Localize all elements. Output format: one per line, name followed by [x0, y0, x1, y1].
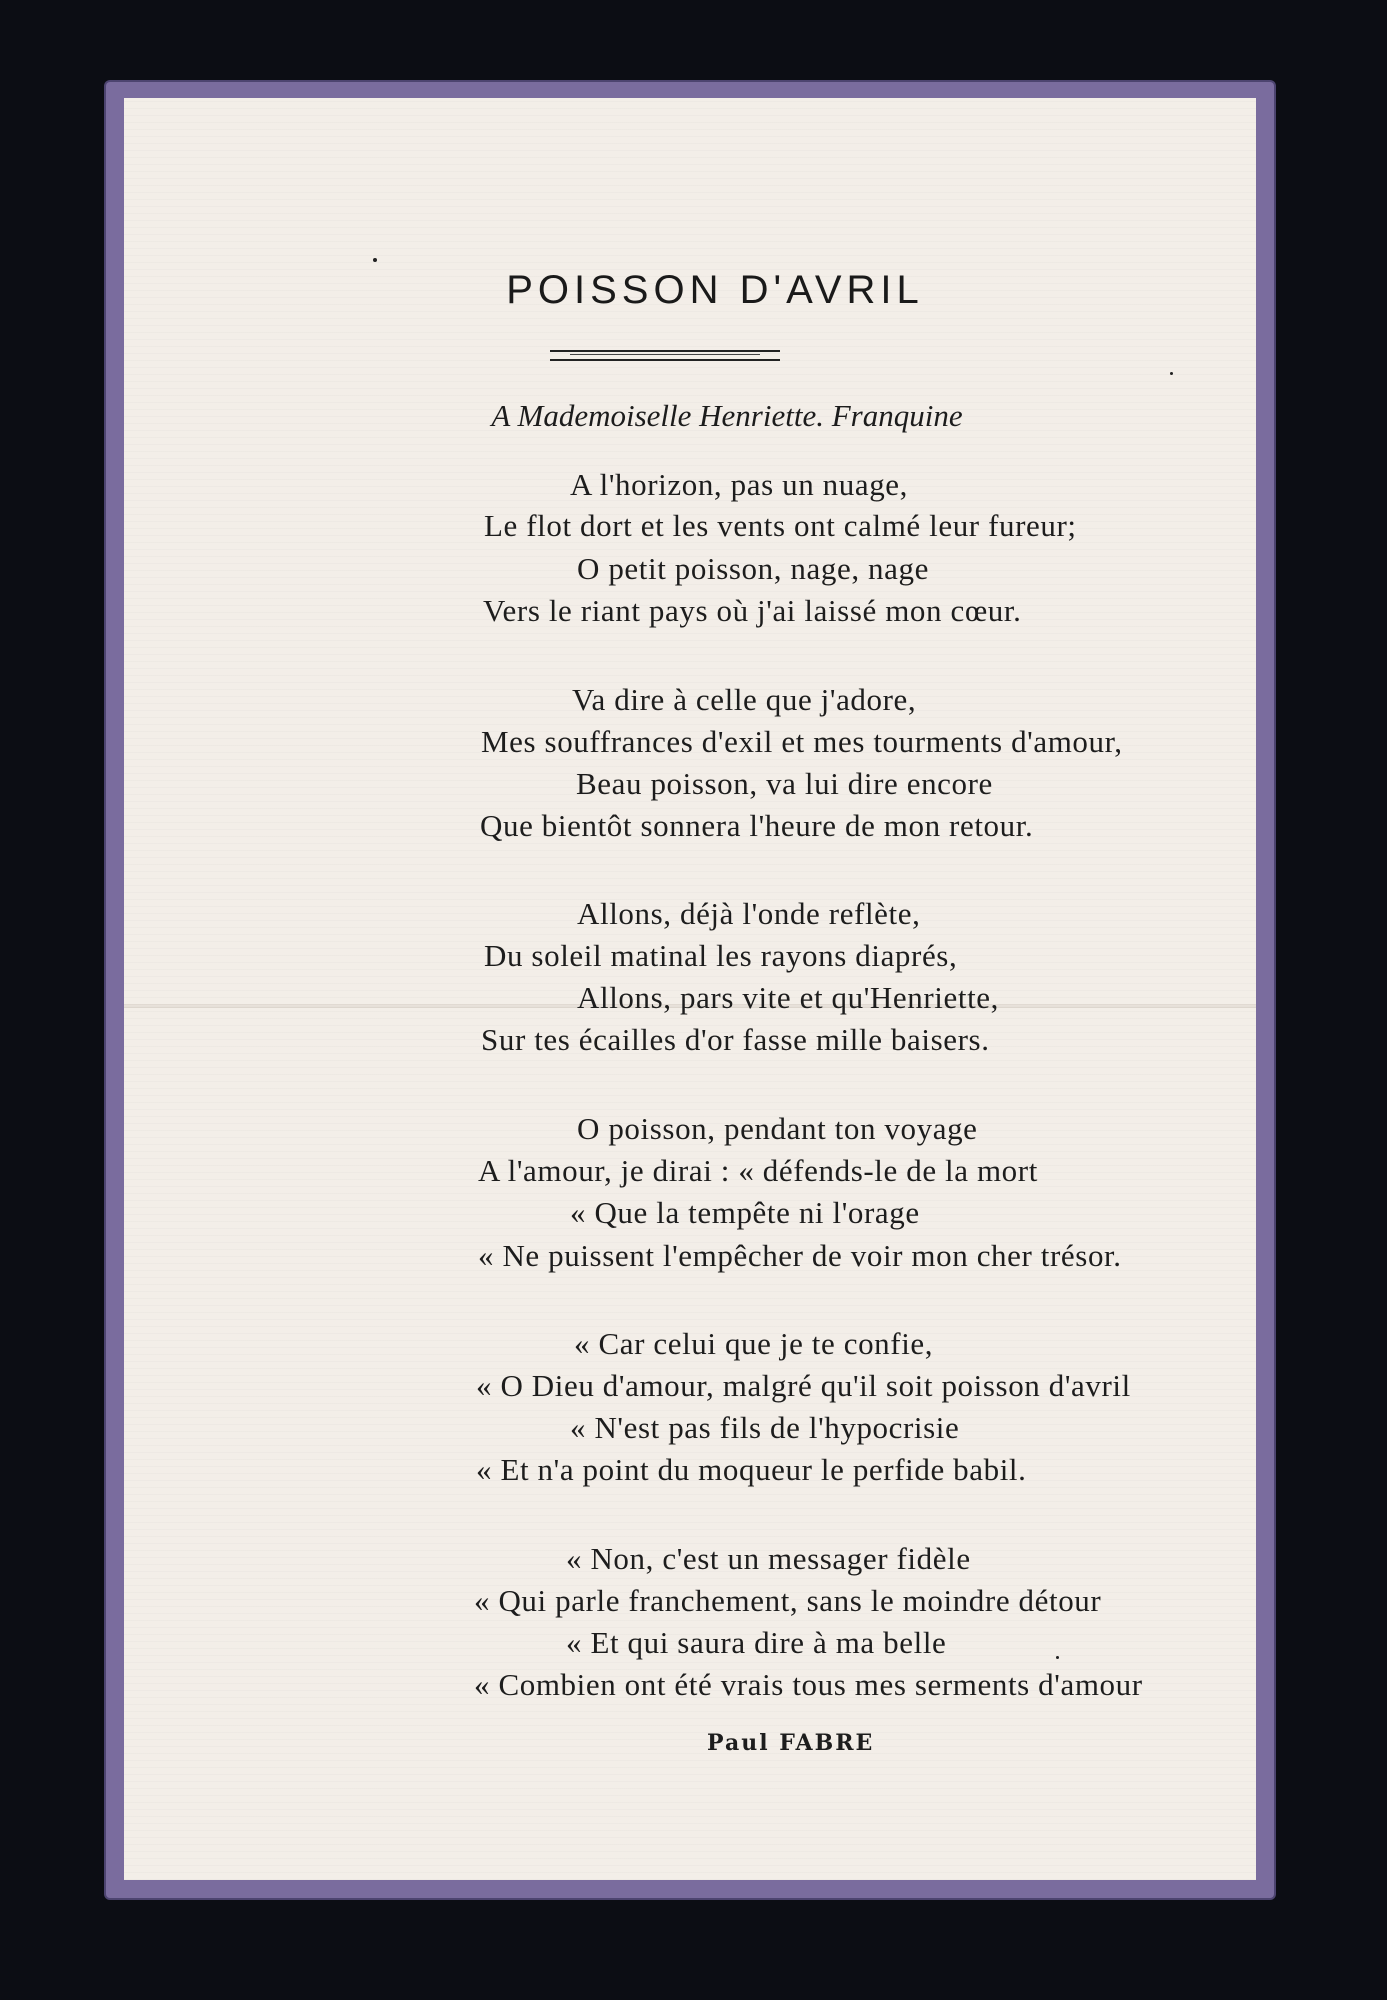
verse-line: O poisson, pendant ton voyage	[577, 1111, 978, 1146]
verse-line: A l'amour, je dirai : « défends-le de la mort	[478, 1153, 1038, 1188]
verse-line: « O Dieu d'amour, malgré qu'il soit poisson d'avril	[476, 1368, 1131, 1403]
verse-line: « Et qui saura dire à ma belle	[566, 1625, 947, 1660]
verse-line: O petit poisson, nage, nage	[577, 551, 929, 586]
verse-line: Beau poisson, va lui dire encore	[576, 766, 993, 801]
verse-line: Vers le riant pays où j'ai laissé mon cœur.	[483, 593, 1022, 628]
verse-line: « N'est pas fils de l'hypocrisie	[570, 1410, 960, 1445]
verse-line: « Car celui que je te confie,	[574, 1326, 934, 1361]
poem-title: POISSON D'AVRIL	[506, 268, 924, 312]
verse-line: Le flot dort et les vents ont calmé leur fureur;	[484, 508, 1077, 543]
verse-line: Du soleil matinal les rayons diaprés,	[484, 938, 958, 973]
verse-line: « Que la tempête ni l'orage	[570, 1195, 920, 1230]
author-signature: Paul FABRE	[707, 1730, 875, 1756]
verse-line: Va dire à celle que j'adore,	[572, 682, 917, 717]
ink-speck	[373, 258, 377, 262]
verse-line: « Qui parle franchement, sans le moindre détour	[474, 1583, 1102, 1618]
verse-line: Que bientôt sonnera l'heure de mon retour.	[480, 808, 1034, 843]
ink-speck	[1056, 1656, 1059, 1659]
verse-line: Allons, déjà l'onde reflète,	[577, 896, 921, 931]
verse-line: Allons, pars vite et qu'Henriette,	[577, 980, 999, 1015]
verse-line: « Combien ont été vrais tous mes serments d'amour	[474, 1667, 1143, 1702]
verse-line: « Ne puissent l'empêcher de voir mon cher trésor.	[478, 1238, 1122, 1273]
dedication: A Mademoiselle Henriette. Franquine	[491, 398, 963, 433]
title-rule	[550, 350, 780, 361]
verse-line: Sur tes écailles d'or fasse mille baisers.	[481, 1022, 990, 1057]
verse-line: Mes souffrances d'exil et mes tourments d'amour,	[481, 724, 1123, 759]
verse-line: « Et n'a point du moqueur le perfide babil.	[476, 1452, 1027, 1487]
ink-speck	[1170, 372, 1173, 375]
card-paper	[124, 98, 1256, 1880]
poem-card	[106, 82, 1274, 1898]
verse-line: « Non, c'est un messager fidèle	[566, 1541, 971, 1576]
verse-line: A l'horizon, pas un nuage,	[570, 467, 909, 502]
